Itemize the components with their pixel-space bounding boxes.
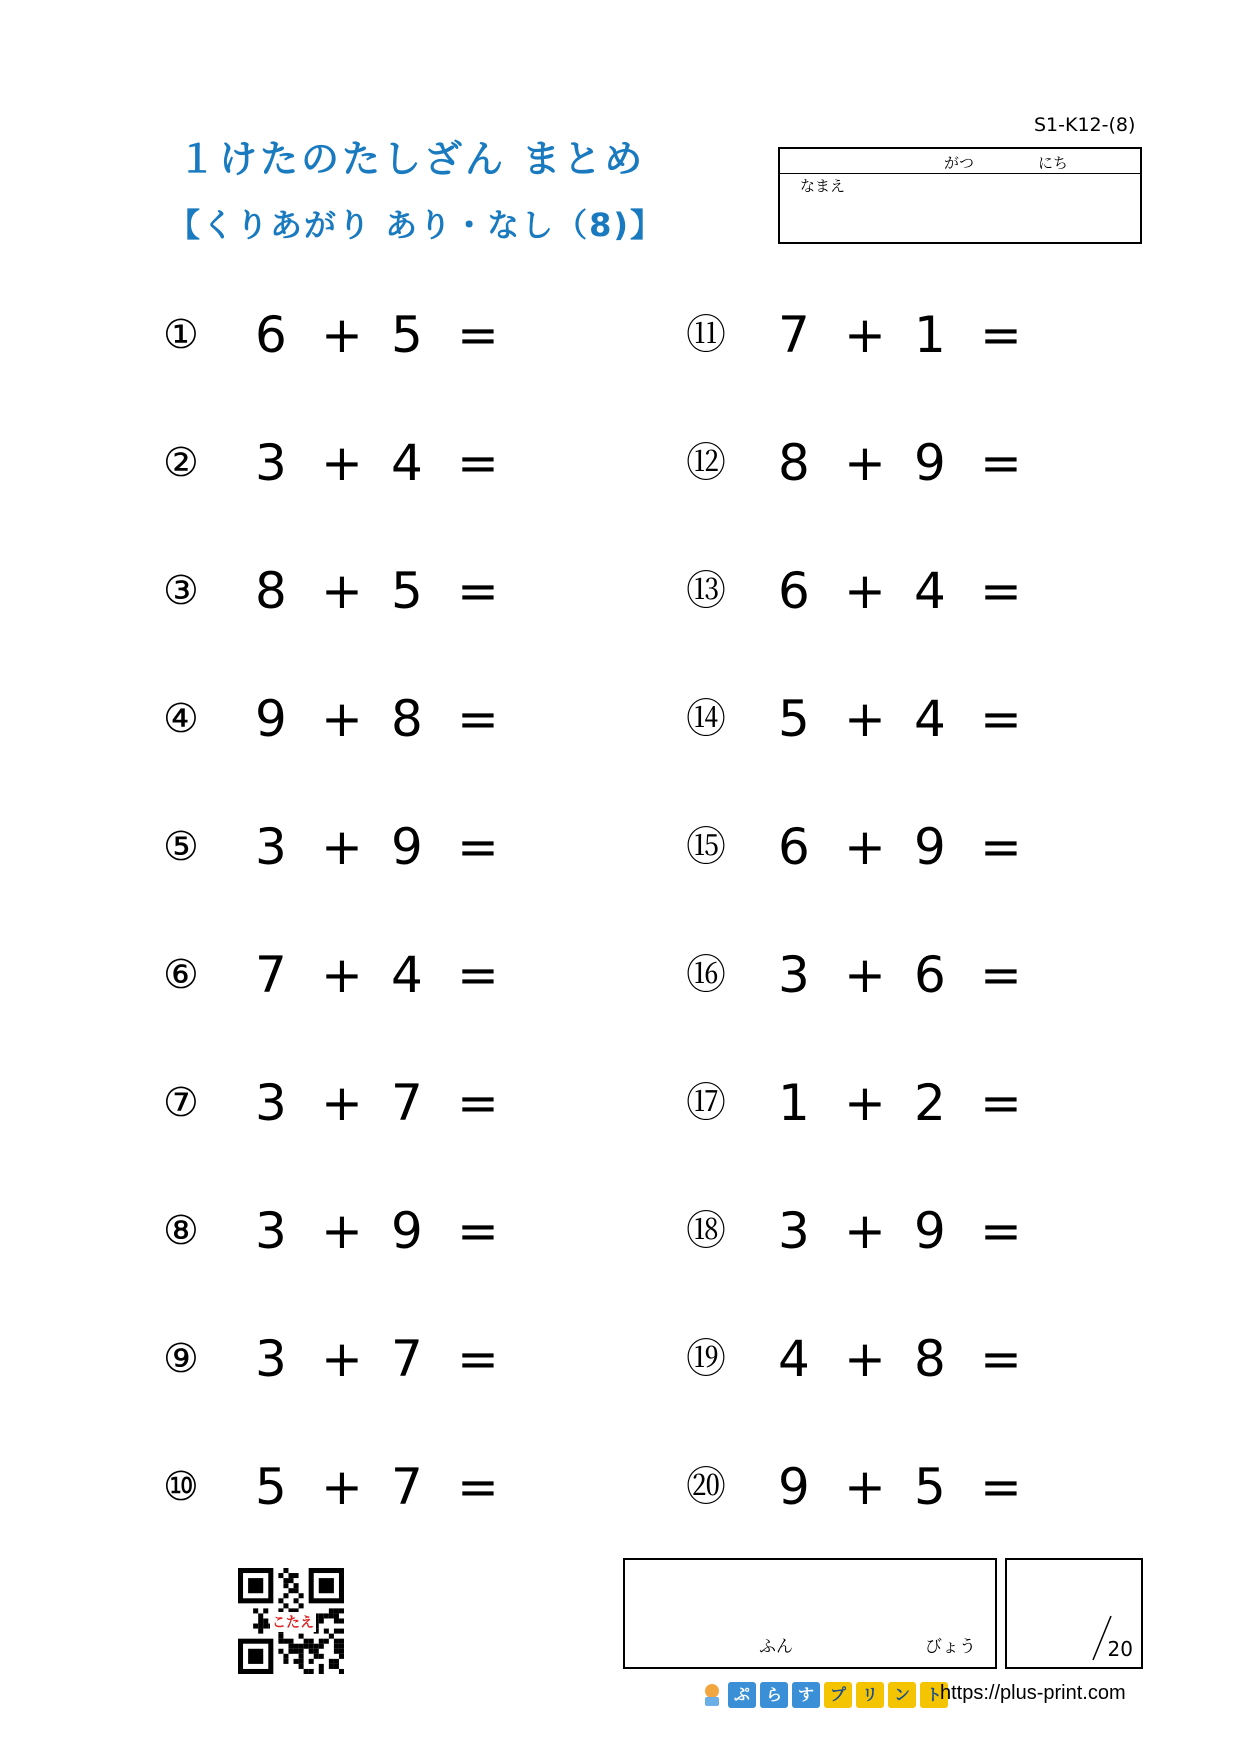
equals-sign: = [457, 1330, 499, 1388]
score-box [1005, 1558, 1143, 1669]
equals-sign: = [457, 1202, 499, 1260]
second-addend: 5 [914, 1458, 946, 1516]
equals-sign: = [980, 1202, 1022, 1260]
brand-char: リ [856, 1682, 884, 1708]
problem-number: ⑬ [686, 568, 726, 614]
date-row [780, 149, 1140, 174]
plus-sign: + [321, 690, 363, 748]
plus-sign: + [321, 946, 363, 1004]
first-addend: 5 [778, 690, 810, 748]
plus-sign: + [844, 1458, 886, 1516]
plus-sign: + [844, 434, 886, 492]
worksheet-subtitle: 【くりあがり あり・なし（8)】 [168, 206, 665, 244]
answer-qr-label: こたえ [270, 1612, 316, 1632]
second-addend: 5 [391, 306, 423, 364]
equals-sign: = [980, 434, 1022, 492]
problem-number: ⑭ [686, 696, 726, 742]
first-addend: 3 [778, 946, 810, 1004]
plus-sign: + [321, 562, 363, 620]
equals-sign: = [980, 1458, 1022, 1516]
first-addend: 6 [255, 306, 287, 364]
plus-sign: + [844, 562, 886, 620]
first-addend: 6 [778, 562, 810, 620]
plus-sign: + [844, 306, 886, 364]
problem-number: ⑰ [686, 1080, 726, 1126]
first-addend: 1 [778, 1074, 810, 1132]
second-addend: 4 [391, 434, 423, 492]
problem-number: ② [163, 440, 199, 486]
equals-sign: = [980, 946, 1022, 1004]
brand-char: す [792, 1682, 820, 1708]
second-addend: 5 [391, 562, 423, 620]
equals-sign: = [980, 690, 1022, 748]
problem-number: ④ [163, 696, 199, 742]
plus-sign: + [844, 946, 886, 1004]
name-label: なまえ [800, 177, 846, 195]
problem-number: ⑮ [686, 824, 726, 870]
first-addend: 3 [778, 1202, 810, 1260]
second-addend: 4 [914, 690, 946, 748]
second-addend: 7 [391, 1074, 423, 1132]
problem-number: ⑤ [163, 824, 199, 870]
first-addend: 9 [778, 1458, 810, 1516]
brand-char: ト [920, 1682, 948, 1708]
plus-sign: + [321, 1330, 363, 1388]
first-addend: 5 [255, 1458, 287, 1516]
equals-sign: = [457, 562, 499, 620]
second-addend: 9 [391, 1202, 423, 1260]
second-addend: 9 [914, 434, 946, 492]
problem-number: ⑲ [686, 1336, 726, 1382]
day-label: にち [1038, 154, 1069, 172]
problem-number: ⑳ [686, 1464, 726, 1510]
brand-char: ン [888, 1682, 916, 1708]
seconds-label: びょう [925, 1637, 976, 1657]
first-addend: 9 [255, 690, 287, 748]
first-addend: 7 [255, 946, 287, 1004]
second-addend: 7 [391, 1330, 423, 1388]
equals-sign: = [457, 818, 499, 876]
plus-sign: + [844, 1330, 886, 1388]
equals-sign: = [457, 434, 499, 492]
site-url[interactable]: https://plus-print.com [940, 1682, 1126, 1704]
first-addend: 7 [778, 306, 810, 364]
plus-sign: + [321, 434, 363, 492]
equals-sign: = [457, 690, 499, 748]
second-addend: 7 [391, 1458, 423, 1516]
brand-char: ぷ [728, 1682, 756, 1708]
problem-number: ⑫ [686, 440, 726, 486]
first-addend: 8 [778, 434, 810, 492]
problem-number: ⑨ [163, 1336, 199, 1382]
first-addend: 6 [778, 818, 810, 876]
first-addend: 4 [778, 1330, 810, 1388]
plus-sign: + [321, 306, 363, 364]
first-addend: 3 [255, 818, 287, 876]
second-addend: 8 [391, 690, 423, 748]
second-addend: 9 [914, 1202, 946, 1260]
equals-sign: = [457, 1074, 499, 1132]
equals-sign: = [457, 1458, 499, 1516]
plus-sign: + [321, 1458, 363, 1516]
equals-sign: = [457, 306, 499, 364]
second-addend: 4 [914, 562, 946, 620]
equals-sign: = [980, 306, 1022, 364]
second-addend: 9 [391, 818, 423, 876]
problem-number: ⑱ [686, 1208, 726, 1254]
problem-number: ⑯ [686, 952, 726, 998]
second-addend: 9 [914, 818, 946, 876]
problem-number: ⑧ [163, 1208, 199, 1254]
plus-sign: + [844, 1074, 886, 1132]
first-addend: 3 [255, 1074, 287, 1132]
equals-sign: = [980, 562, 1022, 620]
second-addend: 4 [391, 946, 423, 1004]
worksheet-title: １けたのたしざん まとめ [178, 137, 646, 181]
plus-sign: + [321, 1202, 363, 1260]
equals-sign: = [457, 946, 499, 1004]
plus-sign: + [321, 1074, 363, 1132]
brand-name [728, 1682, 948, 1708]
problem-number: ⑪ [686, 312, 726, 358]
first-addend: 3 [255, 434, 287, 492]
first-addend: 8 [255, 562, 287, 620]
problem-number: ⑥ [163, 952, 199, 998]
equals-sign: = [980, 818, 1022, 876]
second-addend: 2 [914, 1074, 946, 1132]
brand-logo [700, 1680, 948, 1710]
plus-sign: + [844, 1202, 886, 1260]
brand-char: プ [824, 1682, 852, 1708]
sheet-code: S1-K12-(8) [1034, 114, 1136, 136]
score-total: 20 [1107, 1637, 1133, 1661]
minutes-label: ふん [759, 1637, 793, 1657]
mascot-icon [700, 1682, 724, 1708]
problem-number: ⑩ [163, 1464, 199, 1510]
time-box [623, 1558, 997, 1669]
plus-sign: + [844, 690, 886, 748]
brand-char: ら [760, 1682, 788, 1708]
first-addend: 3 [255, 1330, 287, 1388]
month-label: がつ [944, 154, 975, 172]
problem-number: ① [163, 312, 199, 358]
second-addend: 1 [914, 306, 946, 364]
equals-sign: = [980, 1330, 1022, 1388]
plus-sign: + [321, 818, 363, 876]
equals-sign: = [980, 1074, 1022, 1132]
second-addend: 8 [914, 1330, 946, 1388]
problem-number: ⑦ [163, 1080, 199, 1126]
problem-number: ③ [163, 568, 199, 614]
plus-sign: + [844, 818, 886, 876]
first-addend: 3 [255, 1202, 287, 1260]
second-addend: 6 [914, 946, 946, 1004]
name-date-box [778, 147, 1142, 244]
